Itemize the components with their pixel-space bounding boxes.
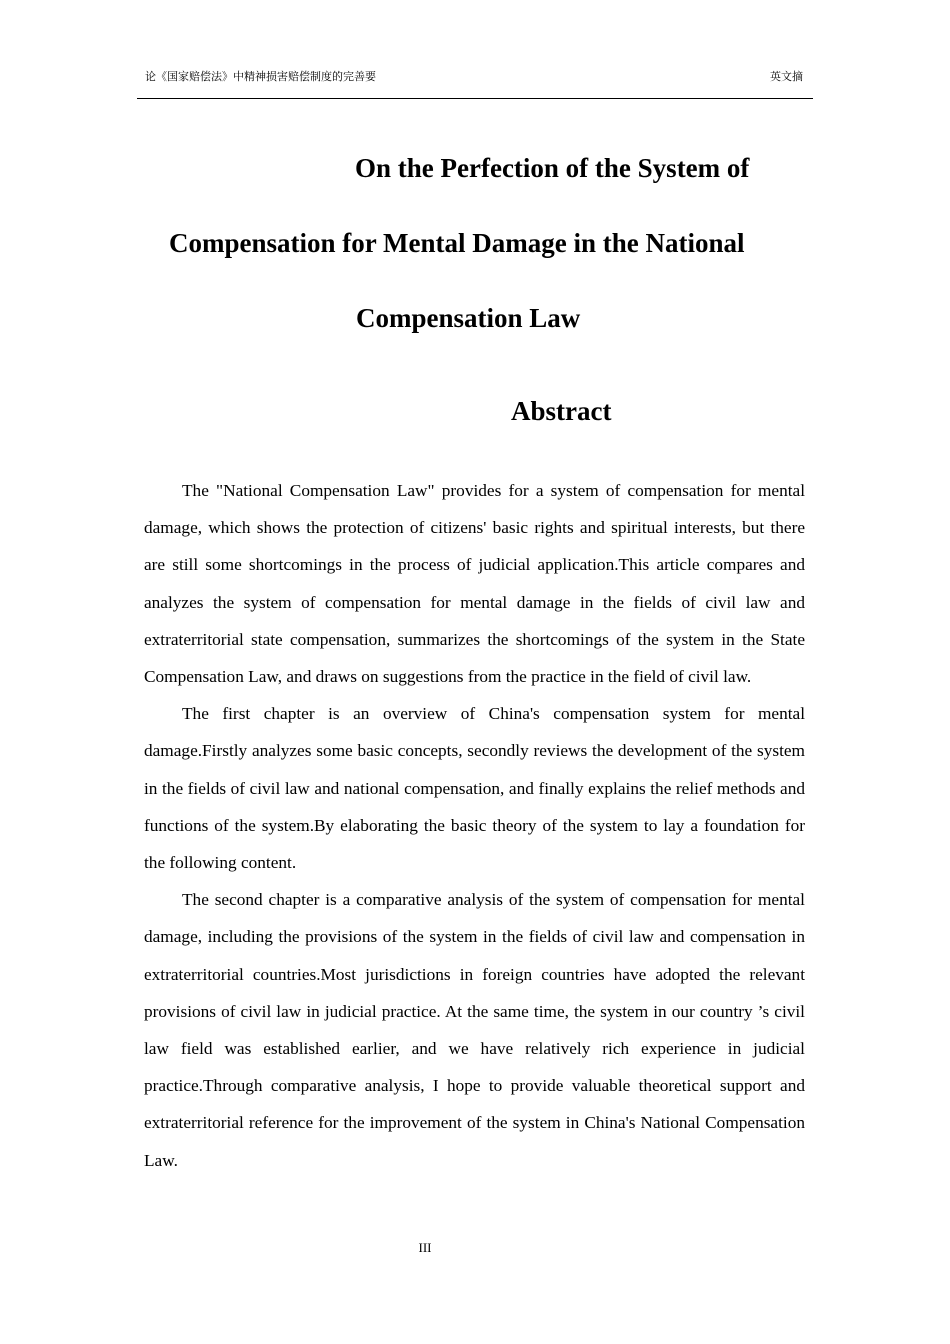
abstract-paragraph-2: The first chapter is an overview of China's compensation system for mental damage.Firstly analyzes some basic concepts, secondly reviews the development of the system in the fields of civil law and national compensation, and finally explains the relief methods and functions of the system.By elaborating the basic theory of the system to lay a foundation for the following content. (144, 704, 805, 873)
title-line-1: On the Perfection of the System of (355, 153, 750, 183)
page-number: III (418, 1240, 432, 1255)
header-thesis-title: 论《国家赔偿法》中精神损害赔偿制度的完善要 (145, 70, 376, 83)
page-header (137, 70, 813, 99)
abstract-body (144, 472, 805, 1179)
abstract-heading: Abstract (511, 396, 612, 426)
abstract-paragraph-1: The "National Compensation Law" provides for a system of compensation for mental damage, which shows the protection of citizens' basic rights and spiritual interests, but there are still some shortcomings in the process of judicial application.This article compares and analyzes the system of compensation for mental damage in the fields of civil law and extraterritorial state compensation, summarizes the shortcomings of the system in the State Compensation Law, and draws on suggestions from the practice in the field of civil law. (144, 481, 805, 687)
title-line-2: Compensation for Mental Damage in the National (169, 228, 745, 258)
abstract-paragraph-3: The second chapter is a comparative analysis of the system of compensation for mental damage, including the provisions of the system in the fields of civil law and compensation in extraterritorial countries.Most jurisdictions in foreign countries have adopted the relevant provisions of civil law in judicial practice. At the same time, the system in our country ’s civil law field was established earlier, and we have relatively rich experience in judicial practice.Through comparative analysis, I hope to provide valuable theoretical support and extraterritorial reference for the improvement of the system in China's National Compensation Law. (144, 890, 805, 1170)
header-section-label: 英文摘 (770, 70, 803, 83)
title-line-3: Compensation Law (356, 303, 581, 333)
